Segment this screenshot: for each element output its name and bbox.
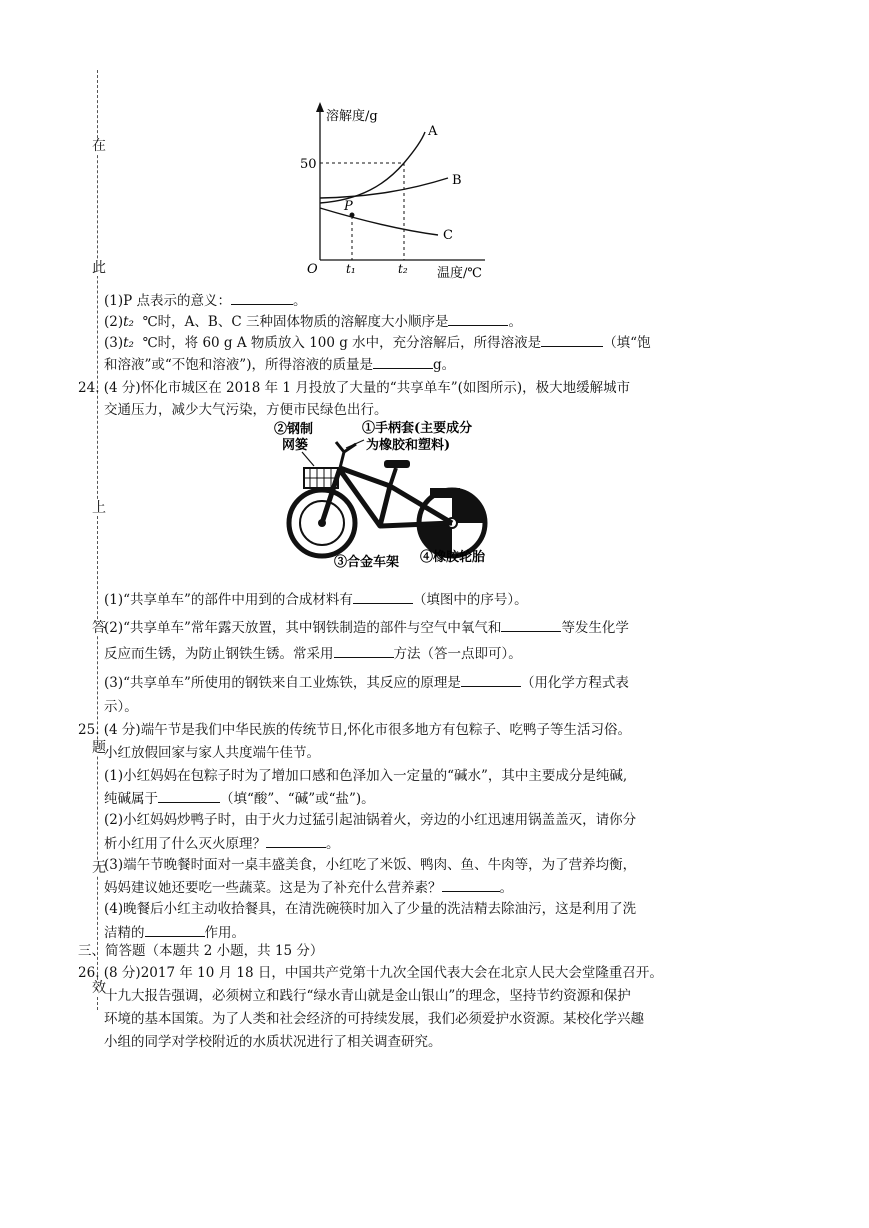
q23-line1: (1)P 点表示的意义： 。 — [104, 290, 307, 310]
q25-sub1b: 纯碱属于 （填“酸”、“碱”或“盐”)。 — [104, 788, 375, 808]
q26-line2: 十九大报告强调，必须树立和践行“绿水青山就是金山银山”的理念，坚持节约资源和保护 — [104, 988, 631, 1004]
label-handle-2: 为橡胶和塑料) — [366, 438, 451, 453]
section-title: 三、简答题（本题共 2 小题，共 15 分） — [78, 943, 324, 959]
answer-blank[interactable] — [373, 354, 433, 369]
label-handle: ①手柄套(主要成分 — [362, 421, 473, 436]
answer-blank[interactable] — [158, 788, 220, 803]
answer-blank[interactable] — [231, 290, 293, 305]
label-basket: ②钢制 — [274, 422, 314, 437]
curve-c-label: C — [443, 228, 453, 243]
q23-line4: 和溶液”或“不饱和溶液”)，所得溶液的质量是 g。 — [104, 354, 455, 374]
binding-char: 答 — [92, 620, 106, 636]
q24-sub3b: 示）。 — [104, 699, 138, 715]
q24-sub1: (1)“共享单车”的部件中用到的合成材料有 （填图中的序号）。 — [104, 589, 528, 609]
binding-char: 在 — [92, 138, 106, 154]
q26-line4: 小组的同学对学校附近的水质状况进行了相关调查研究。 — [104, 1034, 442, 1050]
q24-sub3: (3)“共享单车”所使用的钢铁来自工业炼铁，其反应的原理是 （用化学方程式表 — [104, 672, 629, 692]
origin-label: O — [307, 262, 318, 277]
answer-blank[interactable] — [334, 643, 394, 658]
y-tick-label: 50 — [300, 157, 317, 172]
curve-c — [320, 208, 438, 235]
answer-blank[interactable] — [145, 922, 205, 937]
point-p-label: P — [344, 199, 353, 214]
q25-sub3b: 妈妈建议她还要吃一些蔬菜。这是为了补充什么营养素？ 。 — [104, 877, 513, 897]
x-tick-label: t₂ — [398, 262, 408, 276]
q26-line1: 26. (8 分)2017 年 10 月 18 日，中国共产党第十九次全国代表大会在北京人民大会堂隆重召开。 — [78, 965, 663, 981]
binding-char: 无 — [92, 860, 106, 876]
y-arrow — [316, 102, 324, 112]
curve-a-label: A — [428, 124, 438, 139]
answer-blank[interactable] — [448, 311, 508, 326]
x-axis-label: 温度/℃ — [437, 266, 482, 281]
q24-line1: 24. (4 分)怀化市城区在 2018 年 1 月投放了大量的“共享单车”(如图所示)，极大地缓解城市 — [78, 380, 631, 396]
label-basket-2: 网篓 — [282, 438, 309, 453]
binding-char: 此 — [92, 260, 106, 276]
q25-sub3: (3)端午节晚餐时面对一桌丰盛美食，小红吃了米饭、鸭肉、鱼、牛肉等，为了营养均衡， — [104, 857, 637, 873]
y-axis-label: 溶解度/g — [326, 109, 378, 124]
q25-line2: 小红放假回家与家人共度端午佳节。 — [104, 745, 320, 761]
q25-sub2: (2)小红妈妈炒鸭子时，由于火力过猛引起油锅着火，旁边的小红迅速用锅盖盖灭，请你分 — [104, 812, 637, 828]
label-tire: ④橡胶轮胎 — [420, 550, 486, 565]
answer-blank[interactable] — [353, 589, 413, 604]
q24-line2: 交通压力，减少大气污染，方便市民绿色出行。 — [104, 402, 388, 418]
solubility-chart — [300, 100, 500, 285]
answer-blank[interactable] — [442, 877, 500, 892]
answer-blank[interactable] — [501, 617, 561, 632]
q25-sub2b: 析小红用了什么灭火原理？ 。 — [104, 833, 340, 853]
binding-char: 上 — [92, 500, 106, 516]
curve-b-label: B — [452, 173, 462, 188]
q23-line3: (3)t₂ ℃时，将 60 g A 物质放入 100 g 水中，充分溶解后，所得溶液是 （填“饱 — [104, 332, 651, 352]
q25-sub4b: 洁精的 作用。 — [104, 922, 245, 942]
q25-line1: 25. (4 分)端午节是我们中华民族的传统节日,怀化市很多地方有包粽子、吃鸭子等生活习俗。 — [78, 722, 631, 738]
q26-line3: 环境的基本国策。为了人类和社会经济的可持续发展，我们必须爱护水资源。某校化学兴趣 — [104, 1011, 644, 1027]
label-frame: ③合金车架 — [334, 555, 400, 570]
q23-line2: (2)t₂ ℃时，A、B、C 三种固体物质的溶解度大小顺序是 。 — [104, 311, 522, 331]
curve-a — [320, 132, 425, 203]
q25-sub1: (1)小红妈妈在包粽子时为了增加口感和色泽加入一定量的“碱水”，其中主要成分是纯碱, — [104, 768, 628, 784]
q24-sub2b: 反应而生锈，为防止钢铁生锈。常采用 方法（答一点即可）。 — [104, 643, 522, 663]
answer-blank[interactable] — [266, 833, 326, 848]
x-tick-label: t₁ — [346, 262, 356, 276]
q25-sub4: (4)晚餐后小红主动收拾餐具，在清洗碗筷时加入了少量的洗洁精去除油污，这是利用了洗 — [104, 901, 637, 917]
binding-char: 效 — [92, 980, 106, 996]
answer-blank[interactable] — [541, 332, 603, 347]
bicycle-figure — [272, 418, 512, 570]
answer-blank[interactable] — [461, 672, 521, 687]
q24-sub2: (2)“共享单车”常年露天放置，其中钢铁制造的部件与空气中氧气和 等发生化学 — [104, 617, 629, 637]
binding-char: 题 — [92, 740, 106, 756]
